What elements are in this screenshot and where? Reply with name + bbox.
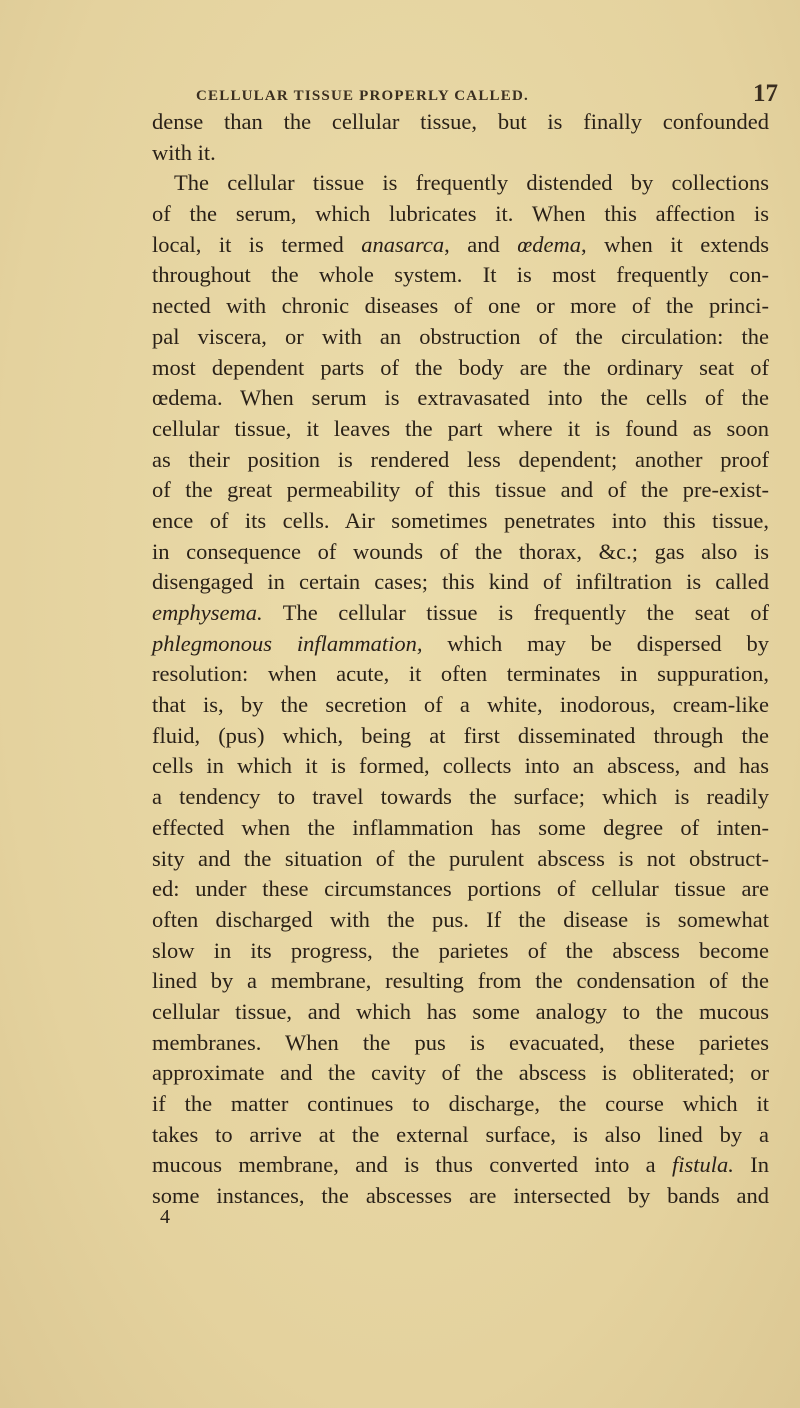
- text-line: [152, 874, 769, 905]
- text-segment: In: [733, 1152, 769, 1178]
- text-line: [152, 475, 769, 506]
- text-line: [152, 1089, 769, 1120]
- text-segment: ence of its cells. Air sometimes penetrates into this tissue,: [152, 507, 769, 533]
- text-segment: disengaged in certain cases; this kind of infiltration is called: [152, 569, 769, 595]
- text-line: [152, 1181, 769, 1212]
- italic-term: œdema: [517, 231, 581, 257]
- text-segment: membranes. When the pus is evacuated, these parietes: [152, 1029, 769, 1055]
- text-segment: of the great permeability of this tissue and of the pre-exist-: [152, 477, 769, 503]
- text-segment: fluid, (pus) which, being at first disseminated through the: [152, 722, 769, 748]
- text-segment: in consequence of wounds of the thorax, &c.; gas also is: [152, 538, 769, 564]
- text-segment: The cellular tissue is frequently distended by collections: [174, 170, 769, 196]
- italic-term: anasarca: [361, 231, 445, 257]
- text-line: [152, 629, 769, 660]
- text-segment: nected with chronic diseases of one or more of the princi-: [152, 293, 769, 319]
- text-line: [152, 291, 769, 322]
- text-line: [152, 537, 769, 568]
- text-segment: slow in its progress, the parietes of the abscess become: [152, 937, 769, 963]
- text-segment: that is, by the secretion of a white, inodorous, cream-like: [152, 692, 769, 718]
- text-segment: lined by a membrane, resulting from the condensation of the: [152, 968, 769, 994]
- text-line: [152, 936, 769, 967]
- text-line: [152, 506, 769, 537]
- italic-term: fistula.: [672, 1152, 734, 1178]
- text-segment: cellular tissue, and which has some analogy to the mucous: [152, 998, 769, 1024]
- text-segment: œdema. When serum is extravasated into the cells of the: [152, 385, 769, 411]
- text-segment: effected when the inflammation has some degree of inten-: [152, 814, 769, 840]
- running-header: CELLULAR TISSUE PROPERLY CALLED.: [196, 88, 529, 104]
- text-line: [152, 138, 769, 169]
- text-segment: mucous membrane, and is thus converted into a: [152, 1152, 673, 1178]
- text-segment: The cellular tissue is frequently the seat of: [262, 600, 769, 625]
- text-segment: throughout the whole system. It is most frequently con-: [152, 262, 769, 288]
- text-segment: if the matter continues to discharge, the course which it: [152, 1091, 769, 1116]
- text-line: [152, 782, 769, 813]
- text-segment: , and: [444, 231, 518, 257]
- text-line: [152, 813, 769, 844]
- text-segment: dense than the cellular tissue, but is finally confounded: [152, 109, 769, 134]
- text-segment: pal viscera, or with an obstruction of the circulation: the: [152, 323, 769, 349]
- text-line: [152, 751, 769, 782]
- text-line: [152, 690, 769, 721]
- text-line: [152, 598, 769, 629]
- text-segment: often discharged with the pus. If the disease is somewhat: [152, 906, 769, 932]
- text-line: [152, 844, 769, 875]
- text-segment: most dependent parts of the body are the ordinary seat of: [152, 354, 769, 380]
- text-line: [152, 905, 769, 936]
- text-segment: ed: under these circumstances portions of cellular tissue are: [152, 876, 769, 902]
- text-line: [152, 260, 769, 291]
- text-segment: sity and the situation of the purulent abscess is not obstruct-: [152, 845, 769, 871]
- text-line: [152, 414, 769, 445]
- text-segment: a tendency to travel towards the surface; which is readily: [152, 784, 769, 810]
- text-segment: , when it extends: [580, 231, 769, 257]
- text-line: [152, 168, 769, 199]
- text-segment: with it.: [152, 139, 216, 165]
- body-text: [152, 107, 769, 1212]
- text-line: [152, 1150, 769, 1181]
- text-line: [152, 966, 769, 997]
- text-line: [152, 383, 769, 414]
- text-segment: as their position is rendered less dependent; another proof: [152, 446, 769, 472]
- text-line: [152, 1058, 769, 1089]
- text-line: [152, 659, 769, 690]
- text-line: [152, 1028, 769, 1059]
- text-line: [152, 230, 769, 261]
- text-line: [152, 1120, 769, 1151]
- text-segment: approximate and the cavity of the abscess is obliterated; or: [152, 1060, 769, 1086]
- italic-term: phlegmonous inflammation,: [152, 630, 423, 656]
- italic-term: emphysema.: [152, 600, 263, 625]
- text-line: [152, 567, 769, 598]
- text-segment: cells in which it is formed, collects into an abscess, and has: [152, 753, 769, 779]
- page-number: 17: [753, 80, 778, 107]
- text-line: [152, 199, 769, 230]
- text-segment: which may be dispersed by: [422, 630, 769, 656]
- text-segment: cellular tissue, it leaves the part where it is found as soon: [152, 415, 769, 441]
- text-line: [152, 107, 769, 138]
- text-segment: takes to arrive at the external surface, is also lined by a: [152, 1121, 769, 1147]
- text-segment: some instances, the abscesses are intersected by bands and: [152, 1183, 769, 1209]
- text-segment: resolution: when acute, it often terminates in suppuration,: [152, 661, 769, 687]
- text-line: [152, 445, 769, 476]
- text-line: [152, 997, 769, 1028]
- text-line: [152, 721, 769, 752]
- text-line: [152, 353, 769, 384]
- signature-mark: 4: [160, 1206, 170, 1228]
- text-line: [152, 322, 769, 353]
- text-segment: local, it is termed: [152, 231, 362, 257]
- text-segment: of the serum, which lubricates it. When this affection is: [152, 201, 769, 227]
